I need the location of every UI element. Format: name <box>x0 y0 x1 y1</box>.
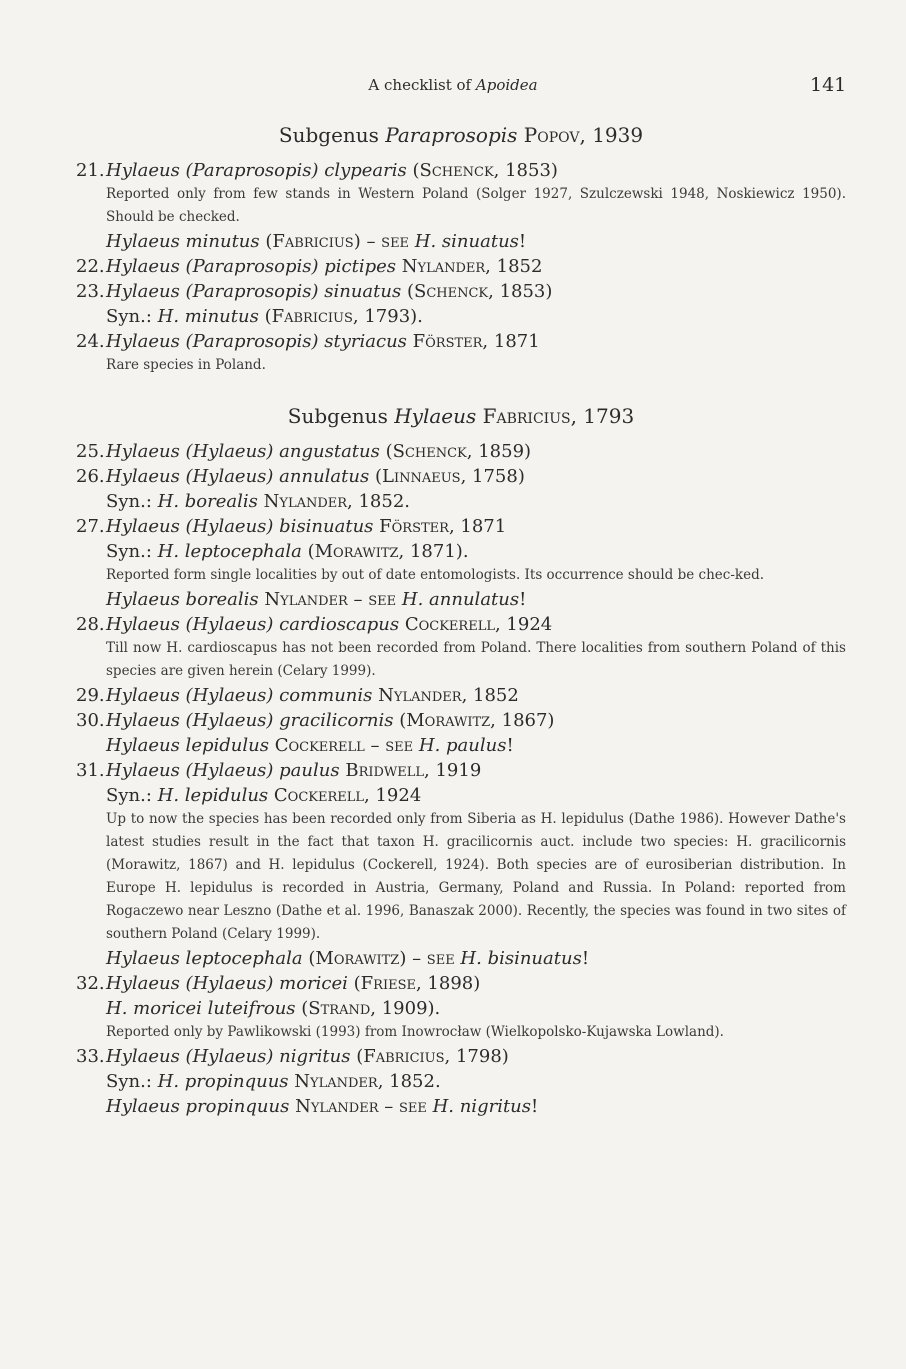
entry-number: 25. <box>76 441 105 462</box>
taxon-name: Hylaeus (Hylaeus) bisinuatus <box>106 516 374 537</box>
end-mark: ! <box>518 231 527 252</box>
taxon-author: Bridwell, 1919 <box>345 760 482 781</box>
entry-number: 21. <box>76 160 105 181</box>
taxon-name: Hylaeus minutus <box>106 231 260 252</box>
species-list <box>76 439 846 1119</box>
syn-prefix: Syn.: <box>106 1071 152 1092</box>
taxon-author: Nylander, 1852. <box>294 1071 441 1092</box>
taxon-author: Nylander – see <box>295 1096 427 1117</box>
taxon-author: Cockerell – see <box>274 735 414 756</box>
species-entry <box>76 158 846 183</box>
entry-number: 33. <box>76 1046 105 1067</box>
taxon-name: Hylaeus leptocephala <box>106 948 303 969</box>
running-title-italic: Apoidea <box>475 76 538 94</box>
taxon-author: (Schenck, 1853) <box>406 281 553 302</box>
taxon-name: Hylaeus (Hylaeus) nigritus <box>106 1046 351 1067</box>
subgenus-name: Hylaeus <box>394 404 477 428</box>
taxon-author: (Fabricius, 1793). <box>264 306 423 327</box>
subgenus-label: Subgenus <box>278 123 379 147</box>
taxon-author: (Morawitz, 1867) <box>399 710 555 731</box>
species-entry <box>76 254 846 279</box>
taxon-author: (Schenck, 1853) <box>412 160 558 181</box>
syn-prefix: Syn.: <box>106 785 152 806</box>
species-entry <box>76 1044 846 1069</box>
entry-number: 22. <box>76 256 105 277</box>
subgenus-heading <box>76 120 846 150</box>
taxon-name: H. borealis <box>157 491 258 512</box>
taxon-author: Nylander – see <box>264 589 397 610</box>
entry-number: 23. <box>76 281 105 302</box>
entry-number: 30. <box>76 710 105 731</box>
taxon-author: Cockerell, 1924 <box>273 785 422 806</box>
see-reference: H. annulatus <box>401 589 520 610</box>
see-reference: H. nigritus <box>432 1096 532 1117</box>
taxon-author: (Morawitz) – see <box>308 948 455 969</box>
taxon-author: (Friese, 1898) <box>353 973 481 994</box>
species-note: Reported form single localities by out of date entomologists. Its occurrence should be chec-ked. <box>106 567 764 583</box>
species-entry <box>76 464 846 489</box>
species-entry <box>76 329 846 354</box>
syn-prefix: Syn.: <box>106 541 152 562</box>
taxon-name: H. leptocephala <box>157 541 302 562</box>
taxon-author: (Linnaeus, 1758) <box>374 466 525 487</box>
subgenus-author: Fabricius, 1793 <box>482 404 635 428</box>
taxon-name: Hylaeus (Paraprosopis) sinuatus <box>106 281 402 302</box>
subgenus-author: Popov, 1939 <box>523 123 644 147</box>
entry-number: 28. <box>76 614 105 635</box>
species-entry <box>76 683 846 708</box>
taxon-name: H. propinquus <box>157 1071 289 1092</box>
taxon-author: (Fabricius) – see <box>265 231 410 252</box>
running-title: A checklist of <box>368 76 472 94</box>
taxon-name: Hylaeus borealis <box>106 589 259 610</box>
synonym-line <box>76 489 846 514</box>
entry-number: 32. <box>76 973 105 994</box>
taxon-name: Hylaeus (Hylaeus) angustatus <box>106 441 380 462</box>
taxon-name: Hylaeus (Paraprosopis) styriacus <box>106 331 407 352</box>
taxon-author: Förster, 1871 <box>379 516 507 537</box>
taxon-name: Hylaeus (Hylaeus) communis <box>106 685 373 706</box>
synonym-line <box>76 304 846 329</box>
entry-number: 31. <box>76 760 105 781</box>
taxon-name: H. moricei luteifrous <box>106 998 296 1019</box>
subgenus-name: Paraprosopis <box>385 123 518 147</box>
taxon-author: Förster, 1871 <box>412 331 540 352</box>
species-entry <box>76 439 846 464</box>
taxon-author: Nylander, 1852. <box>263 491 411 512</box>
species-entry <box>76 708 846 733</box>
species-entry <box>76 279 846 304</box>
taxon-name: Hylaeus lepidulus <box>106 735 269 756</box>
species-note: Up to now the species has been recorded only from Siberia as H. lepidulus (Dathe 1986). However Dathe's latest studies result in the fact that taxon H. gracilicornis auct. include two species: H. gracilicornis (Morawitz, 1867) and H. lepidulus (Cockerell, 1924). Both species are of eurosiberian distribution. In Europe H. lepidulus is recorded in Austria, Germany, Poland and Russia. In Poland: reported from Rogaczewo near Leszno (Dathe et al. 1996, Banaszak 2000). Recently, the species was found in two sites of southern Poland (Celary 1999). <box>106 811 846 942</box>
taxon-author: Nylander, 1852 <box>401 256 543 277</box>
synonym-line <box>76 587 846 612</box>
species-entry <box>76 971 846 996</box>
species-entry <box>76 612 846 637</box>
synonym-line <box>76 733 846 758</box>
synonym-line <box>76 229 846 254</box>
species-note: Rare species in Poland. <box>106 357 266 373</box>
entry-number: 27. <box>76 516 105 537</box>
subgenus-heading <box>76 401 846 431</box>
entry-number: 24. <box>76 331 105 352</box>
taxon-name: Hylaeus (Hylaeus) moricei <box>106 973 348 994</box>
species-note: Till now H. cardioscapus has not been recorded from Poland. There localities from southern Poland of this species are given herein (Celary 1999). <box>106 640 846 679</box>
entry-number: 26. <box>76 466 105 487</box>
taxon-name: Hylaeus propinquus <box>106 1096 290 1117</box>
see-reference: H. sinuatus <box>414 231 519 252</box>
synonym-line <box>76 996 846 1021</box>
end-mark: ! <box>519 589 527 610</box>
taxon-name: Hylaeus (Hylaeus) annulatus <box>106 466 370 487</box>
synonym-line <box>76 946 846 971</box>
subgenus-label: Subgenus <box>287 404 388 428</box>
end-mark: ! <box>581 948 590 969</box>
synonym-line <box>76 539 846 564</box>
taxon-name: H. lepidulus <box>157 785 269 806</box>
species-list <box>76 158 846 377</box>
see-reference: H. paulus <box>418 735 507 756</box>
running-head <box>0 76 906 94</box>
species-note: Reported only from few stands in Western Poland (Solger 1927, Szulczewski 1948, Noskiewicz 1950). Should be checked. <box>106 186 846 225</box>
taxon-author: Nylander, 1852 <box>378 685 519 706</box>
syn-prefix: Syn.: <box>106 306 152 327</box>
taxon-name: Hylaeus (Paraprosopis) clypearis <box>106 160 407 181</box>
taxon-author: Cockerell, 1924 <box>404 614 553 635</box>
taxon-author: (Fabricius, 1798) <box>356 1046 509 1067</box>
see-reference: H. bisinuatus <box>460 948 582 969</box>
taxon-name: H. minutus <box>157 306 259 327</box>
taxon-name: Hylaeus (Hylaeus) paulus <box>106 760 340 781</box>
entry-number: 29. <box>76 685 105 706</box>
species-entry <box>76 514 846 539</box>
taxon-name: Hylaeus (Hylaeus) gracilicornis <box>106 710 394 731</box>
taxon-author: (Strand, 1909). <box>301 998 441 1019</box>
taxon-name: Hylaeus (Paraprosopis) pictipes <box>106 256 397 277</box>
species-entry <box>76 758 846 783</box>
synonym-line <box>76 1094 846 1119</box>
checklist-body <box>76 120 846 1119</box>
synonym-line <box>76 783 846 808</box>
taxon-author: (Morawitz, 1871). <box>307 541 469 562</box>
page-number: 141 <box>810 74 847 96</box>
taxon-author: (Schenck, 1859) <box>385 441 532 462</box>
synonym-line <box>76 1069 846 1094</box>
species-note: Reported only by Pawlikowski (1993) from Inowrocław (Wielkopolsko-Kujawska Lowland). <box>106 1024 724 1040</box>
taxon-name: Hylaeus (Hylaeus) cardioscapus <box>106 614 400 635</box>
end-mark: ! <box>506 735 514 756</box>
end-mark: ! <box>531 1096 539 1117</box>
syn-prefix: Syn.: <box>106 491 152 512</box>
